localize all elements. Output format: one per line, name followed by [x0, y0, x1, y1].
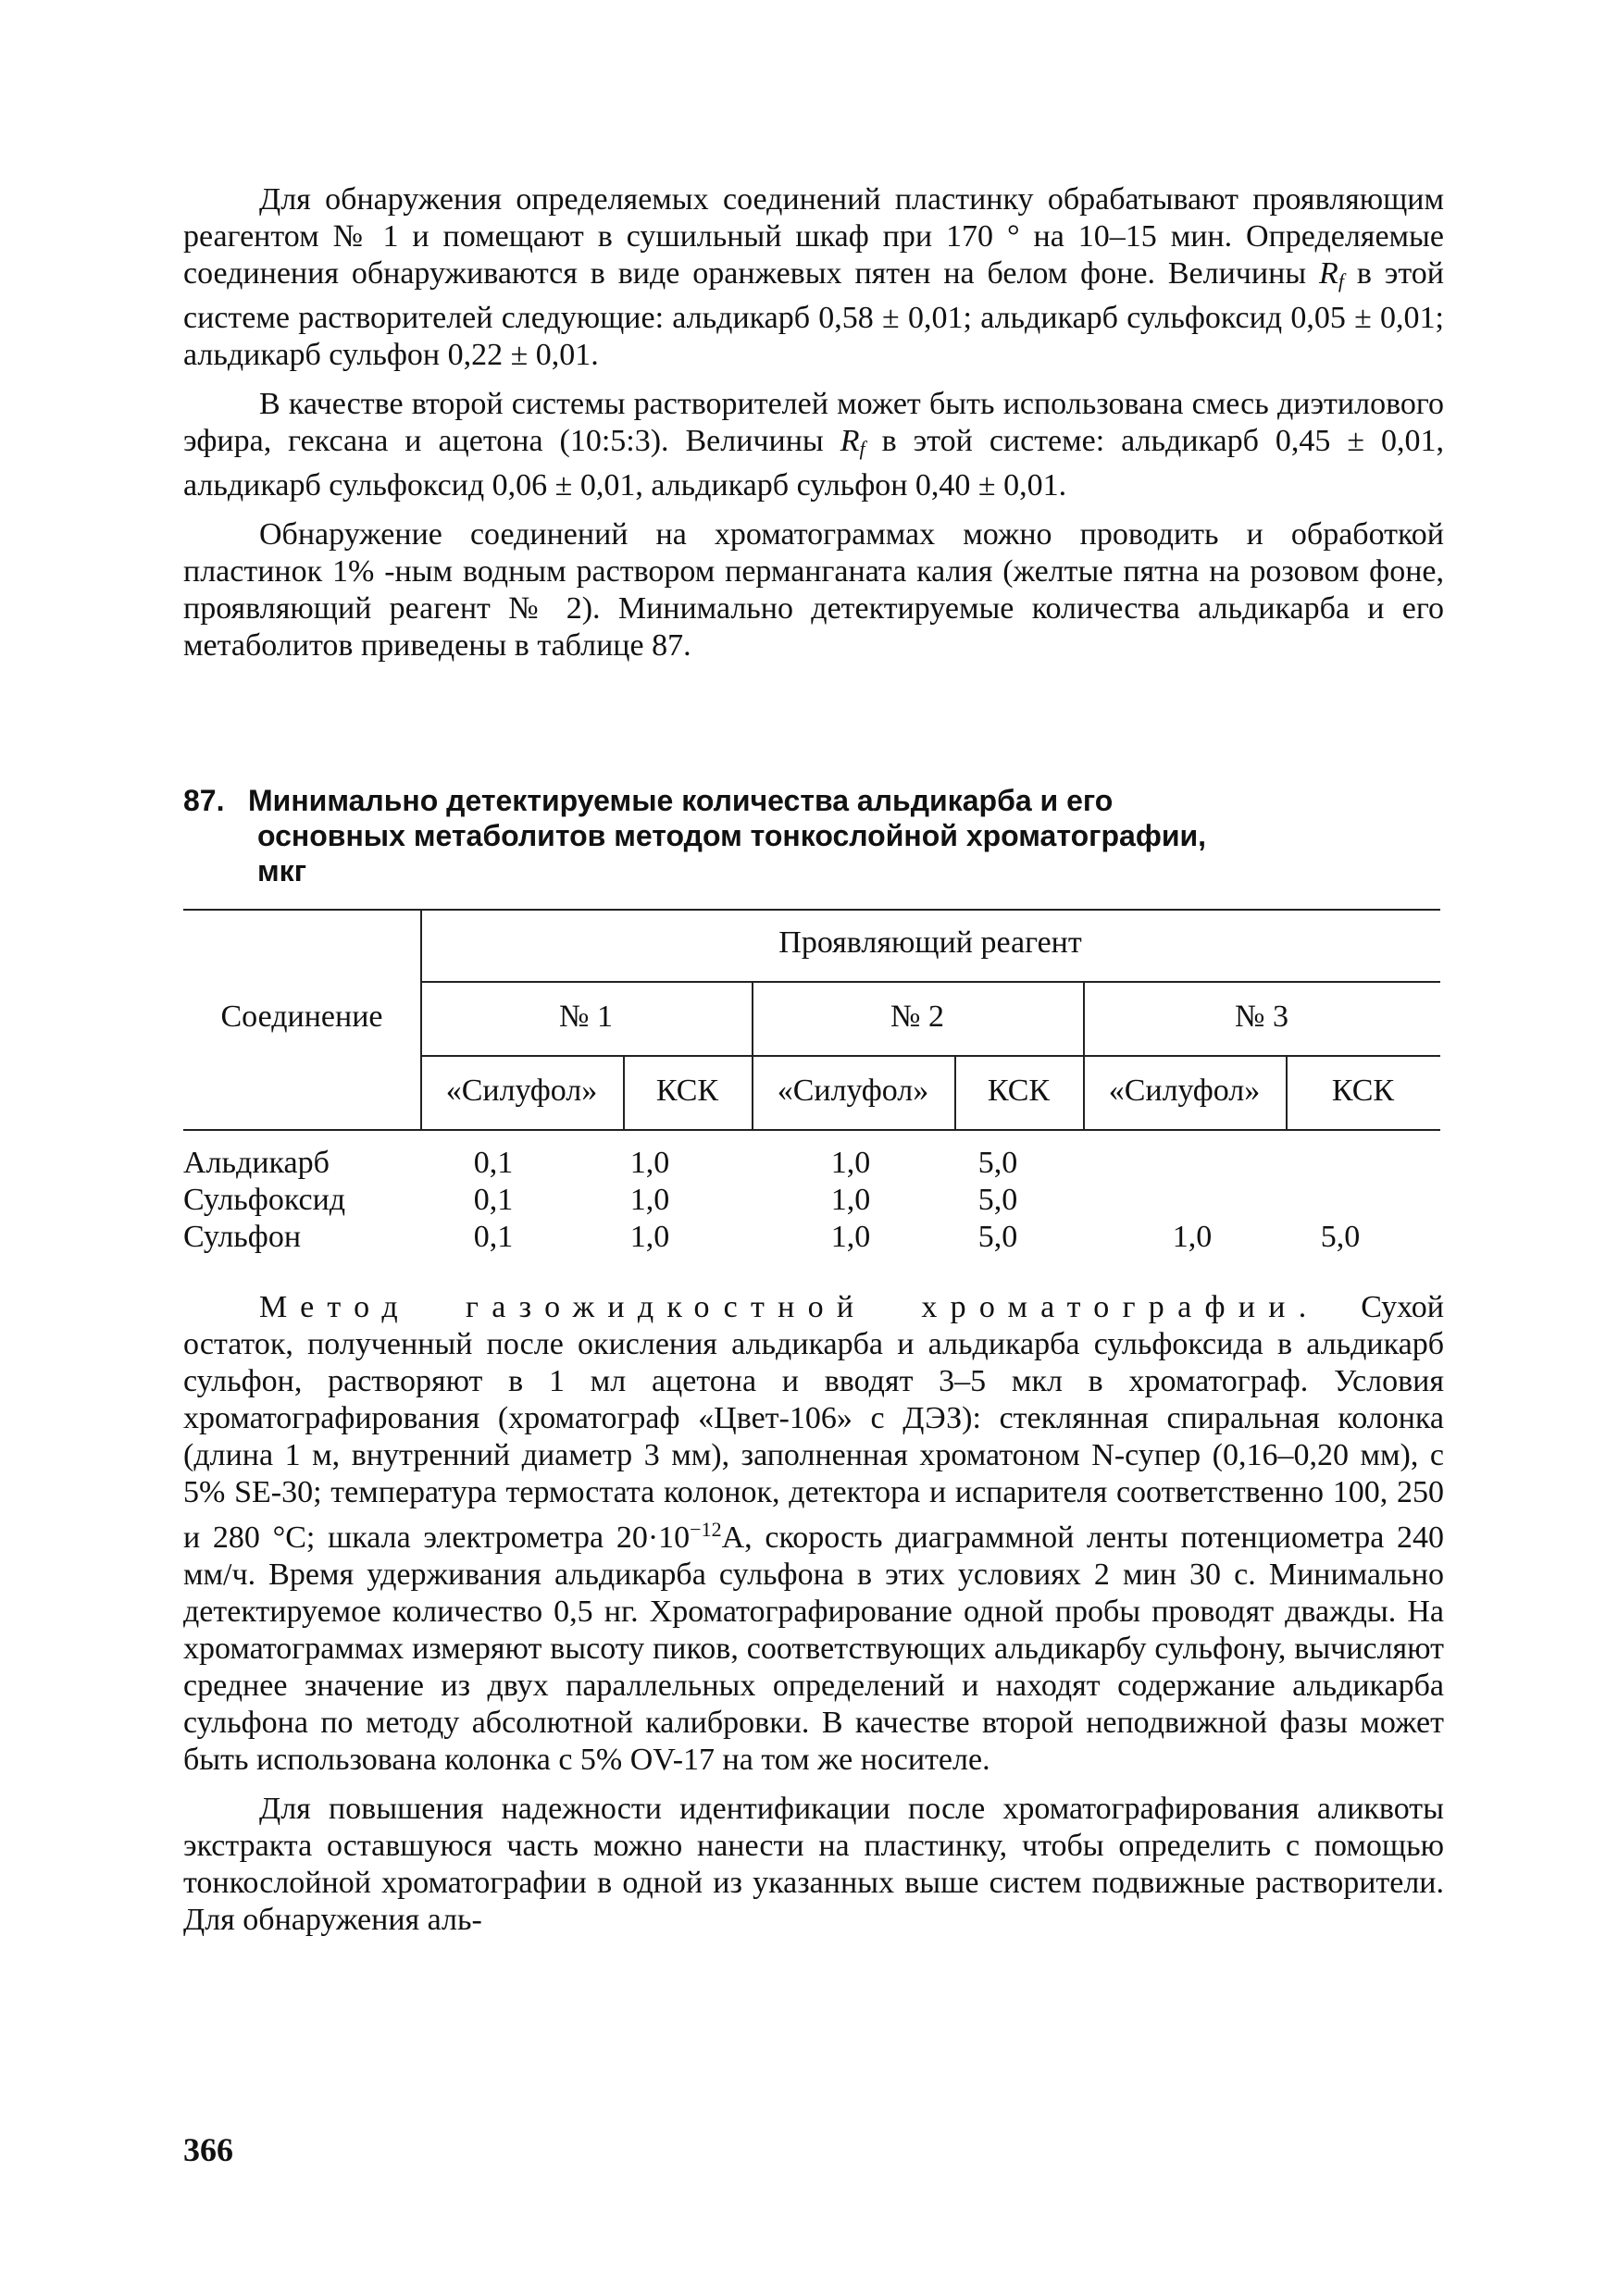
- page-number: 366: [183, 2131, 233, 2168]
- table-cell: 1,0: [629, 1220, 670, 1254]
- row-name: Сульфон: [183, 1220, 302, 1254]
- table-cell: 5,0: [977, 1146, 1018, 1180]
- table-caption: [183, 783, 1387, 888]
- header-plate: «Силуфол»: [445, 1074, 598, 1108]
- header-reagent: Проявляющий реагент: [778, 925, 1082, 960]
- header-reagent-1: № 1: [559, 999, 613, 1034]
- section-heading: Метод газожидкостной хроматографии.: [259, 1290, 1320, 1324]
- paragraph-5: Для повышения надежности идентификации после хроматографирования аликвоты экстракта оставшуюся часть можно нанести на пластинку, чтобы определить с помощью тонкослойной хроматографии в одной из указанных выше систем подвижные растворители. Для обнаружения аль-: [183, 1792, 1444, 1937]
- header-reagent-2: № 2: [890, 999, 944, 1034]
- table-cell: 0,1: [473, 1146, 514, 1180]
- caption-line-1: Минимально детектируемые количества альдикарба и его: [248, 784, 1114, 817]
- table-number: 87.: [183, 784, 225, 817]
- header-plate: КСК: [987, 1074, 1051, 1108]
- table-cell: 1,0: [629, 1146, 670, 1180]
- rf-symbol: $R_f$: [1319, 256, 1344, 292]
- paragraph-2: В качестве второй системы растворителей может быть использована смесь диэтилового эфира, гексана и ацетона (10:5:3). Величины $R_f$ в этой системе: альдикарб 0,45 ± 0,01, альдикарб сульфоксид 0,06 ± 0,01, альдикарб сульфон 0,40 ± 0,01.: [183, 387, 1444, 503]
- table-cell: 1,0: [830, 1146, 871, 1180]
- caption-line-2: основных метаболитов методом тонкослойной хроматографии,: [257, 819, 1207, 852]
- table-cell: 5,0: [1320, 1220, 1361, 1254]
- table-top-rule: [183, 909, 1440, 911]
- row-name: Альдикарб: [183, 1146, 330, 1180]
- header-compound: Соединение: [220, 999, 383, 1034]
- table-cell: 5,0: [977, 1183, 1018, 1217]
- caption-line-3: мкг: [257, 854, 307, 887]
- text-block-bottom: [183, 1289, 1444, 1951]
- paragraph-3: Обнаружение соединений на хроматограммах можно проводить и обработкой пластинок 1% -ным водным раствором перманганата калия (желтые пятна на розовом фоне, проявляющий реагент № 2). Минимально детектируемые количества альдикарба и его метаболитов приведены в таблице 87.: [183, 517, 1444, 663]
- table-cell: 1,0: [830, 1220, 871, 1254]
- header-plate: КСК: [1331, 1074, 1395, 1108]
- table-cell: 1,0: [1172, 1220, 1213, 1254]
- header-plate: «Силуфол»: [1108, 1074, 1261, 1108]
- paragraph-1: Для обнаружения определяемых соединений пластинку обрабатывают проявляющим реагентом № 1 и помещают в сушильный шкаф при 170 ° на 10–15 мин. Определяемые соединения обнаруживаются в виде оранжевых пятен на белом фоне. Величины $R_f$ в этой системе растворителей следующие: альдикарб 0,58 ± 0,01; альдикарб сульфоксид 0,05 ± 0,01; альдикарб сульфон 0,22 ± 0,01.: [183, 182, 1444, 372]
- header-plate: «Силуфол»: [777, 1074, 929, 1108]
- table-cell: 1,0: [830, 1183, 871, 1217]
- rf-symbol: $R_f$: [840, 424, 865, 460]
- paragraph-4: Метод газожидкостной хроматографии. Сухой остаток, полученный после окисления альдикарба и альдикарба сульфоксида в альдикарб сульфон, растворяют в 1 мл ацетона и вводят 3–5 мкл в хроматограф. Условия хроматографирования (хроматограф «Цвет-106» с ДЭЗ): стеклянная спиральная колонка (длина 1 м, внутренний диаметр 3 мм), заполненная хроматоном N-супер (0,16–0,20 мм), с 5% SE-30; температура термостата колонок, детектора и испарителя соответственно 100, 250 и 280 °С; шкала электрометра $20\cdot 10^{-12}А$, скорость диаграммной ленты потенциометра 240 мм/ч. Время удерживания альдикарба сульфона в этих условиях 2 мин 30 с. Минимально детектируемое количество 0,5 нг. Хроматографирование одной пробы проводят дважды. На хроматограммах измеряют высоту пиков, соответствующих альдикарбу сульфону, вычисляют среднее значение из двух параллельных определений и находят содержание альдикарба сульфона по методу абсолютной калибровки. В качестве второй неподвижной фазы может быть использована колонка с 5% OV-17 на том же носителе.: [183, 1290, 1444, 1777]
- table-cell: 0,1: [473, 1220, 514, 1254]
- header-bottom-rule: [183, 1129, 1440, 1131]
- row-name: Сульфоксид: [183, 1183, 346, 1217]
- table-cell: 5,0: [977, 1220, 1018, 1254]
- table-cell: 0,1: [473, 1183, 514, 1217]
- text-block-top: [183, 181, 1444, 676]
- reagent-rule: [420, 981, 1440, 983]
- table-cell: 1,0: [629, 1183, 670, 1217]
- header-reagent-3: № 3: [1235, 999, 1288, 1034]
- header-plate: КСК: [655, 1074, 719, 1108]
